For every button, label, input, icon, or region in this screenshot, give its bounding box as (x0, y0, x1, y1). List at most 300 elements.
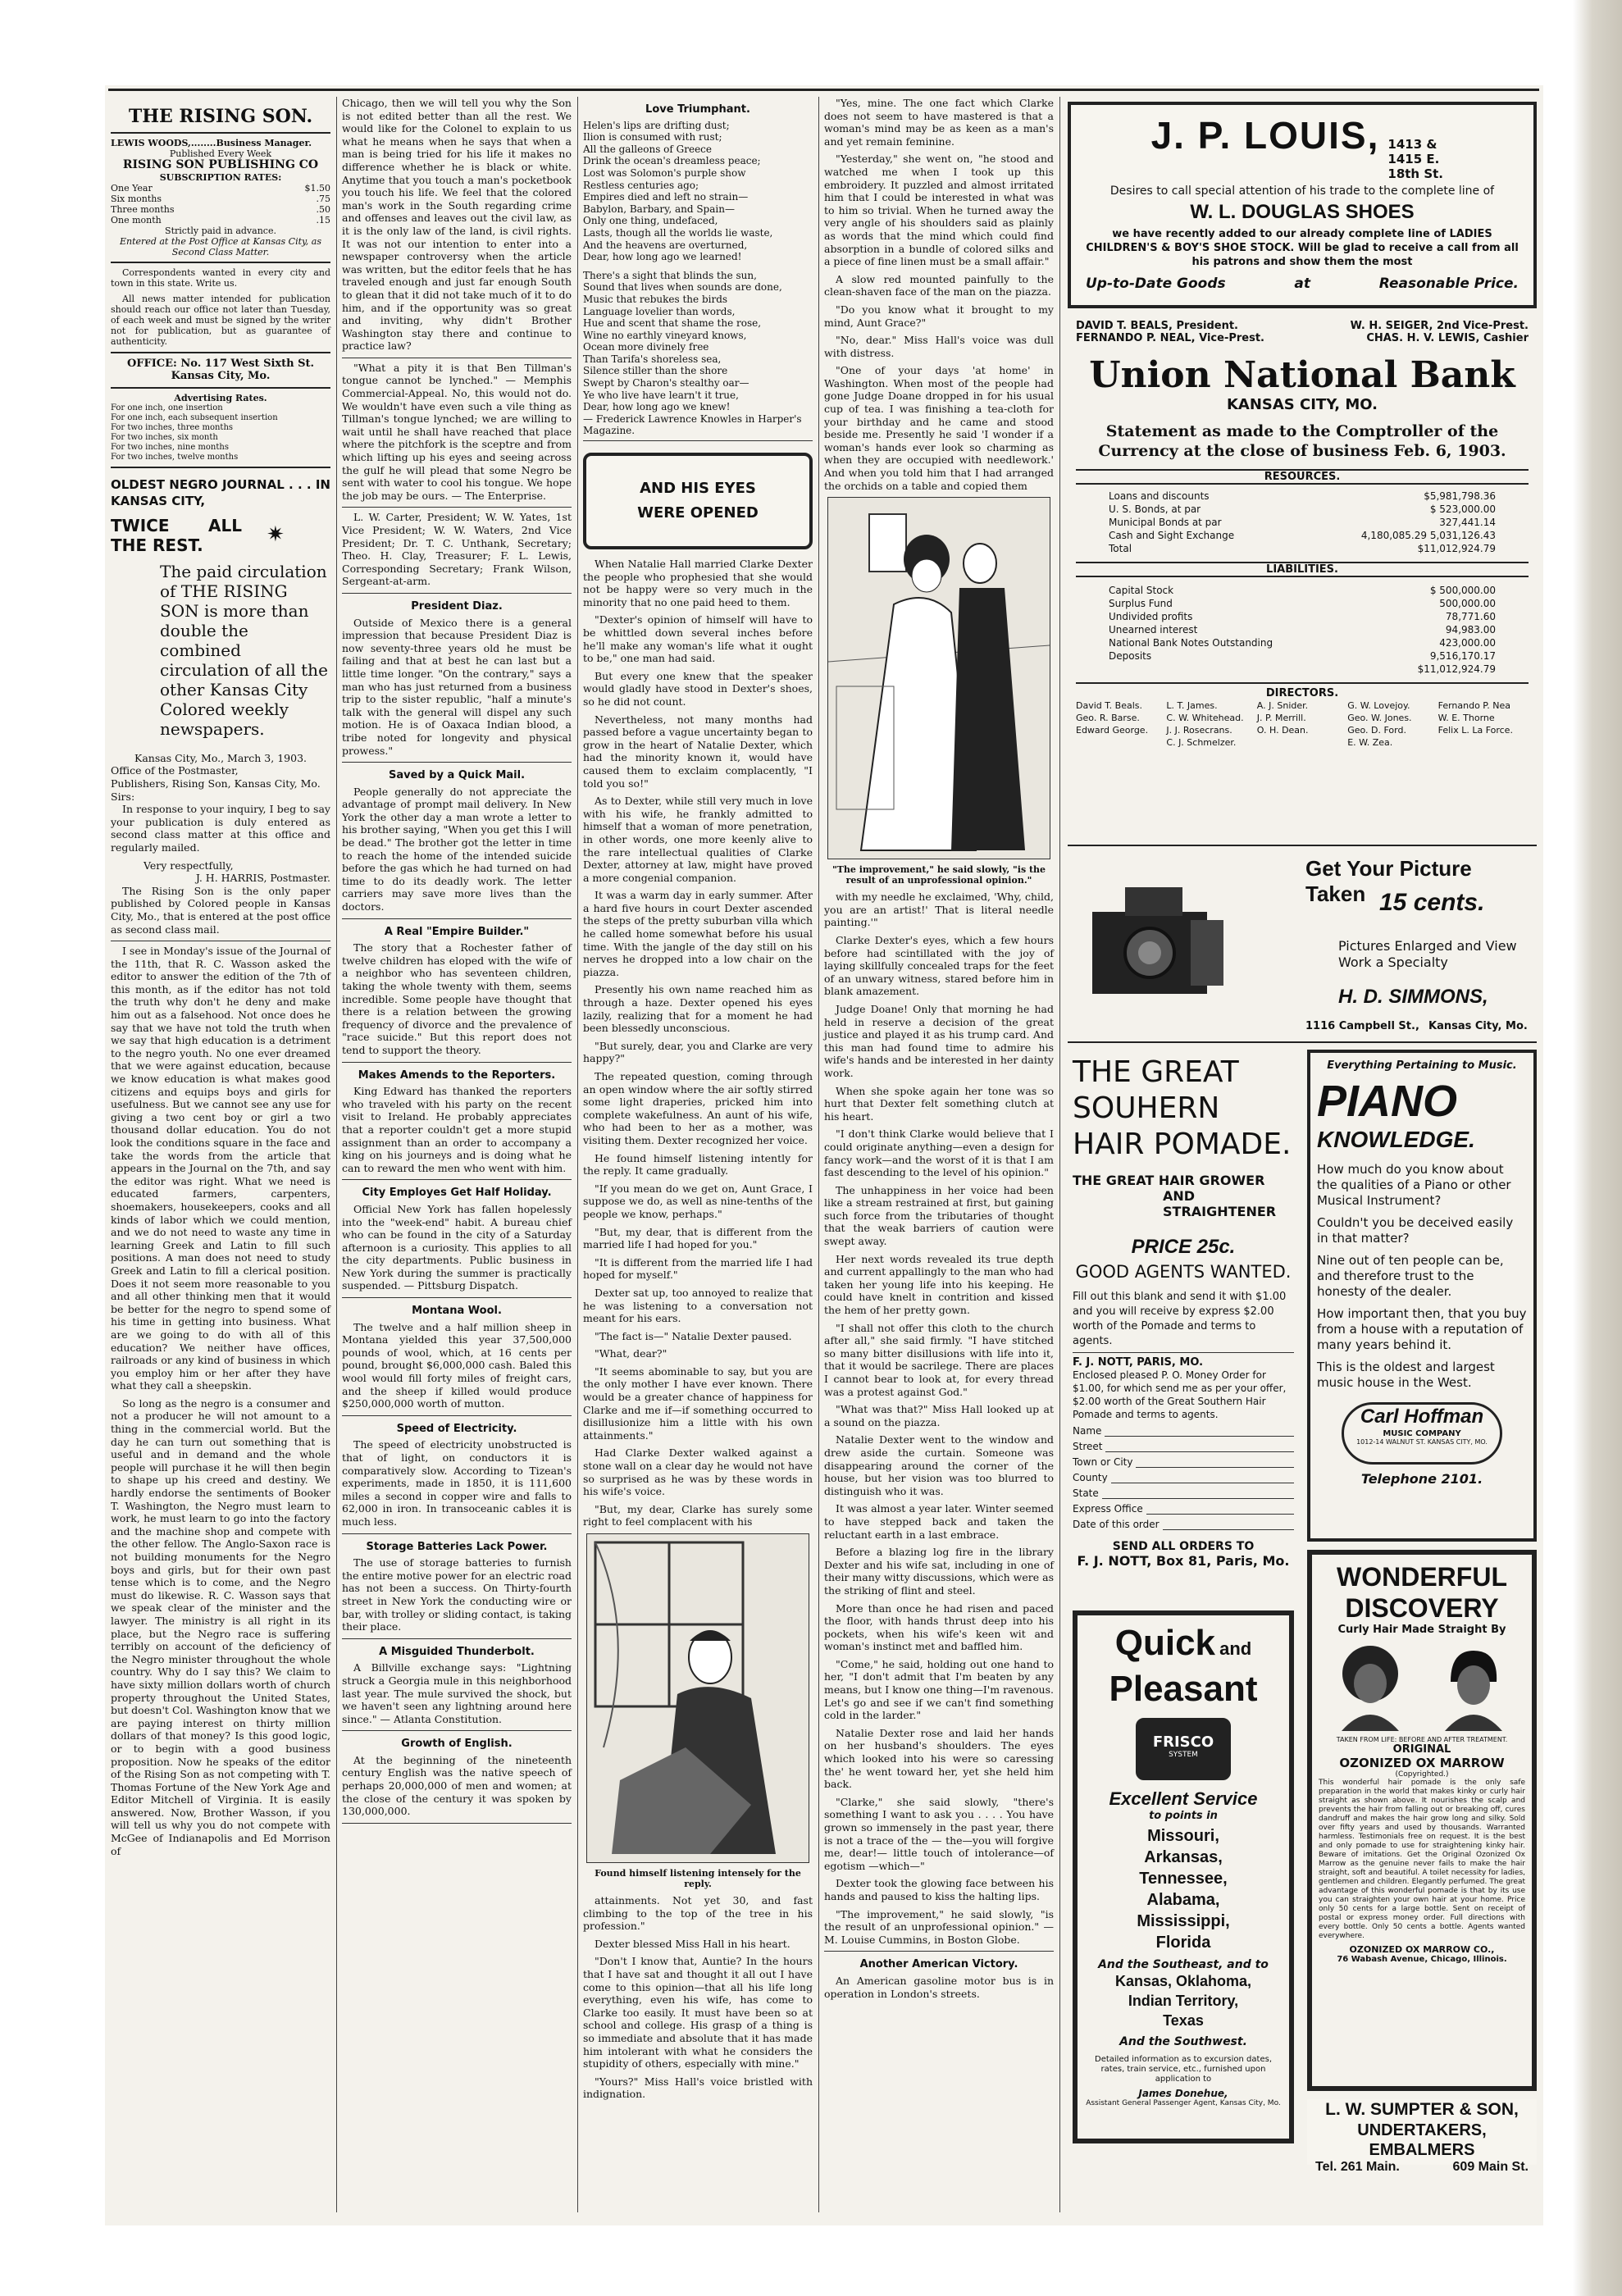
photo-address: 1116 Campbell St., (1305, 1020, 1419, 1032)
frisco-to-points: to points in (1149, 1810, 1218, 1822)
liabilities-label: National Bank Notes Outstanding (1109, 637, 1273, 649)
liabilities-label: Surplus Fund (1109, 598, 1173, 609)
piano-q2: Couldn't you be deceived easily in that matter? (1317, 1215, 1514, 1246)
frisco-and: and (1219, 1638, 1252, 1659)
bank-vice-president: FERNANDO P. NEAL, Vice-Prest. (1076, 332, 1264, 344)
resources-amount: $5,981,798.36 (1424, 490, 1496, 502)
director-name: C. W. Whitehead. (1166, 713, 1244, 723)
order-form-row (1073, 1425, 1294, 1437)
story-paragraph: "What, dear?" (595, 1347, 667, 1360)
poem-line: Restless centuries ago; (583, 179, 699, 191)
story-part-3 (824, 97, 1054, 492)
wonder-caption: TAKEN FROM LIFE: BEFORE AND AFTER TREATMENT. (1336, 1736, 1508, 1743)
order-field-label: County (1073, 1472, 1108, 1483)
story-paragraph: He found himself listening intently for the reply. It came gradually. (583, 1151, 813, 1178)
divider (342, 1730, 572, 1731)
frisco-state: Texas (1163, 2012, 1204, 2029)
story-part-1 (583, 558, 813, 1528)
director-name: L. T. James. (1166, 700, 1218, 711)
pomade-grower: THE GREAT HAIR GROWER (1073, 1173, 1265, 1188)
wonder-sub: Curly Hair Made Straight By (1337, 1624, 1506, 1636)
order-field-blank[interactable] (1136, 1456, 1294, 1468)
resources-label: U. S. Bonds, at par (1109, 503, 1201, 515)
liabilities-amount: $11,012,924.79 (1417, 663, 1496, 675)
story-paragraph: "What was that?" Miss Hall looked up at a sound on the piazza. (824, 1403, 1054, 1428)
frisco-info: Detailed information as to excursion dates, rates, train service, etc., furnished upon application to (1095, 2055, 1272, 2084)
wonder-discovery: DISCOVERY (1345, 1593, 1499, 1623)
story-paragraph: Her next words revealed its true depth and current appallingly to the man who had taken her young life into his keeping. He could have knelt in contrition and kissed the hem of her pretty gown. (824, 1252, 1054, 1317)
directors-row (1076, 699, 1529, 712)
poem-line: Lost was Solomon's purple show (583, 166, 746, 179)
resources-amount: 327,441.14 (1439, 517, 1496, 528)
column-1 (111, 97, 330, 2221)
story-paragraph: "It seems abominable to say, but you are the only mother I have ever known. There would be a greater chance of happiness for Clarke and me if—if something occurred to disillusionize him a little with his own attainments." (583, 1364, 813, 1442)
ad-southern-hair-pomade (1068, 1046, 1299, 1588)
resources-row (1109, 503, 1496, 516)
story-paragraph: But every one knew that the speaker would gladly have stood in Dexter's shoes, so he did not count. (583, 669, 813, 708)
story-paragraph: "Yours?" Miss Hall's voice bristled with indignation. (583, 2075, 813, 2101)
story-paragraph: "But, my dear, that is different from the married life I had hoped for you." (583, 1225, 813, 1251)
divider (342, 1179, 572, 1180)
news-item-heading: City Employes Get Half Holiday. (362, 1187, 552, 1200)
divider (111, 352, 330, 353)
resources-amount: $ 523,000.00 (1429, 503, 1496, 515)
story-paragraph: "No, dear." Miss Hall's voice was dull with distress. (824, 334, 1054, 359)
louis-line2: we have recently added to our already complete line of LADIES CHILDREN'S & BOY'S SHOE STOCK. Will be glad to receive a call from all his patrons and show them the most (1086, 228, 1519, 268)
order-field-blank[interactable] (1105, 1425, 1294, 1437)
louis-at: at (1294, 276, 1310, 292)
rate-row (111, 183, 330, 194)
pomade-enclosed: Enclosed pleased P. O. Money Order for $1.00, for which send me as per your offer, $2.00 worth of the Great Southern Hair Pomade and terms to agents. (1073, 1369, 1287, 1420)
column-rule (336, 97, 337, 2212)
order-field-blank[interactable] (1105, 1441, 1294, 1452)
tillman-quote: "What a pity it is that Ben Tillman's tongue cannot be lynched." — Memphis Commercial-Appeal. No, this would not do. We wouldn't have even such a vile thing as Tillman's tongue lynched; we are willing to wait until he shall have reached that place where the pitchfork is the sceptre and from which lifting up his eyes and seeing across the gulf he will plead that some Negro be sent with water to cool his tongue. We hope the job may be ours. — The Enterprise. (342, 361, 572, 502)
resources-row (1109, 542, 1496, 555)
ad-union-national-bank (1068, 317, 1537, 841)
order-form-row (1073, 1519, 1294, 1530)
column-2 (342, 97, 572, 2221)
frisco-states (1086, 1825, 1281, 1953)
order-field-blank[interactable] (1102, 1487, 1294, 1499)
column-4 (824, 97, 1054, 2221)
before-after-portraits (1319, 1641, 1525, 1731)
ad-jp-louis (1068, 102, 1537, 308)
story-paragraph: attainments. Not yet 30, and fast climbing to the top of the tree in his profession." (583, 1894, 813, 1933)
divider (342, 507, 572, 508)
poem-line: Hue and scent that shame the rose, (583, 317, 762, 330)
directors-row (1076, 712, 1529, 724)
liabilities-label: Deposits (1109, 650, 1152, 662)
divider (111, 467, 330, 468)
poem-line: Wine no earthly vineyard knows, (583, 329, 747, 341)
story-paragraph: "The fact is—" Natalie Dexter paused. (595, 1329, 792, 1342)
editorial-continued: Chicago, then we will tell you why the Son is not edited better than all the rest. We would like for the Colonel to explain to us what he means when he says that when a man is being tried for his life it makes no difference whether he is black or white. Anytime that you touch a man's pocketbook you touch his life. We feel that the colored man's work in the South regarding crime and offenses and leaves out the civil law, as it is the only law of the land, is civil rights. It was not our intention to enter into a newspaper controversy when the article was written, but the editor feels that he has traveled enough and just far enough South to glean that it did not take much of it to do him, and if the opportunity was so great and inviting, why didn't Brother Washington stay there and continue to practice law? (342, 97, 572, 353)
director-name: E. W. Zea. (1347, 737, 1393, 748)
rate-price: .15 (316, 214, 330, 226)
poem-line: Dear, how long ago we knew! (583, 401, 731, 413)
frisco-pleasant: Pleasant (1109, 1669, 1258, 1709)
liabilities-row (1109, 636, 1496, 649)
poem-line: Drink the ocean's dreamless peace; (583, 155, 761, 167)
camera-icon (1076, 871, 1240, 1010)
logo-company: MUSIC COMPANY (1383, 1429, 1461, 1438)
order-form (1073, 1425, 1294, 1530)
story-paragraph: "Yes, mine. The one fact which Clarke does not seem to have mastered is that a woman's mind may be as keen as a man's and yet remain feminine. (824, 97, 1054, 148)
story-paragraph: Dexter sat up, too annoyed to realize that he was listening to a conversation not meant for his ears. (583, 1286, 813, 1325)
editorial-paragraph: So long as the negro is a consumer and not a producer he will not amount to a thing in the commercial world. But the day he can turn out something that is useful and in demand and the whole people will purchase it he will then begin to shape up his creed and destiny. We hardly endorse the sentiments of Booker T. Washington, the Negro must learn to work, he must learn to go into the factory and the machine shop and compete with the other fellow. The Anglo-Saxon race is not building monuments for the Negro boys and girls, but for their own past tense which is to come, and the Negro must do likewise. R. C. Wasson says that we speak clear of the minister and the lawyer. The ministry is all right in its place, but the Negro race is suffering terribly on account of the deficiency of the Negro minister throughout the whole country. Why do I say this? We claim to have sixty million dollars worth of church property throughout the United States, but doesn't Col. Washington know that we are paying interest on thirty million dollars of that money? Is this good logic, or to begin with a good business proposition. Now he speaks of the editor of the Rising Son as not competing with T. Thomas Fortune of the New York Age and Editor Mitchell of Virginia. It is easily answered. Now, Brother Wasson, if you will tell us why you do not compete with McGee of Indianapolis and Ed Morrison of (111, 1396, 330, 1857)
news-item-text: Official New York has fallen hopelessly into the "week-end" habit. A bureau chief who can be found in the city of a Saturday afternoon is a curiosity. This applies to all the city departments. Public business in New York during the summer is practically suspended. — Pittsburg Dispatch. (342, 1202, 572, 1292)
resources-amount: $11,012,924.79 (1417, 543, 1496, 554)
directors-header: DIRECTORS. (1076, 682, 1529, 699)
frisco-state: Kansas, Oklahoma, (1114, 1973, 1252, 1989)
news-item-heading: Storage Batteries Lack Power. (366, 1540, 548, 1553)
frisco-state: Indian Territory, (1128, 1993, 1239, 2009)
illustration-caption: Found himself listening intensely for the reply. (595, 1868, 801, 1889)
story-paragraph: "I don't think Clarke would believe that I could originate anything—even a design for fancy work—and the worst of it is that I am fast descending to the level of his opinion." (824, 1128, 1054, 1179)
advertising-rates (111, 403, 330, 462)
director-name: C. J. Schmelzer. (1166, 737, 1237, 748)
photo-city: Kansas City, Mo. (1428, 1020, 1528, 1032)
news-matter-note: All news matter intended for publication should reach our office not later than Tuesday, of each week and must be signed by the writer not for publication, but as guarantee of authenticity. (111, 293, 330, 347)
illustration-drawing (828, 498, 1050, 859)
liabilities-row (1109, 623, 1496, 636)
liabilities-amount: $ 500,000.00 (1429, 585, 1496, 596)
illustration-drawing (587, 1534, 809, 1862)
news-item-text: A Billville exchange says: "Lightning struck a Georgia mule in this neighborhood last year. The mule survived the shock, but we haven't seen any lightning around here since." — Atlanta Constitution. (342, 1661, 572, 1725)
pomade-agents: GOOD AGENTS WANTED. (1075, 1262, 1292, 1282)
director-name: Geo. R. Barse. (1076, 713, 1140, 723)
entered-note: Entered at the Post Office at Kansas City, as Second Class Matter. (120, 235, 321, 257)
director-name: Fernando P. Nea (1437, 700, 1510, 711)
correspondents-note: Correspondents wanted in every city and town in this state. Write us. (111, 266, 330, 289)
piano-q3: Nine out of ten people can be, and therefore trust to the honesty of the dealer. (1317, 1253, 1504, 1299)
piano-q5: This is the oldest and largest music house in the West. (1317, 1360, 1495, 1390)
divider (342, 1638, 572, 1639)
frisco-southwest: And the Southwest. (1119, 2035, 1247, 2048)
photo-sub: Pictures Enlarged and View Work a Specialty (1338, 938, 1517, 970)
poem-line: Ilion is consumed with rust; (583, 131, 722, 144)
rate-row (111, 204, 330, 215)
liabilities-amount: 423,000.00 (1439, 637, 1496, 649)
editorial-reply (111, 945, 330, 1857)
director-name: Edward George. (1076, 725, 1149, 736)
resources-table (1109, 490, 1496, 555)
director-name: G. W. Lovejoy. (1347, 700, 1410, 711)
resources-amount: 4,180,085.29 5,031,126.43 (1360, 530, 1496, 541)
divider (342, 1297, 572, 1298)
postmaster-letter (111, 752, 330, 941)
poem-line: Swept by Charon's stealthy oar— (583, 377, 749, 390)
frisco-southeast: And the Southeast, and to (1098, 1958, 1269, 1971)
divider (824, 1951, 1054, 1952)
sumpter-address: 609 Main St. (1452, 2160, 1529, 2174)
poem-line: Helen's lips are drifting dust; (583, 119, 730, 131)
story-paragraph: As to Dexter, while still very much in love with his wife, he frankly admitted to himself that a woman of more penetration, in other words, one more keenly alive to the rare intellectual qualities of Clarke Dexter, attorney at law, might have proved a more congenial companion. (583, 795, 813, 884)
liabilities-amount: 78,771.60 (1445, 611, 1496, 622)
poem-line: Language lovelier than words, (583, 305, 736, 317)
illustration-caption: "The improvement," he said slowly, "is the result of an unprofessional opinion." (832, 864, 1046, 886)
story-paragraph: "Come," he said, holding out one hand to her, "I don't admit that I'm beaten by any means, but I know one thing—I'm ravenous. Let's go and see if we can't find something cold in the larder." (824, 1657, 1054, 1722)
pomade-line1: THE GREAT (1073, 1055, 1239, 1089)
directors-row (1076, 724, 1529, 736)
order-field-label: Express Office (1073, 1503, 1143, 1515)
order-field-blank[interactable] (1163, 1519, 1294, 1530)
letter-body: In response to your inquiry, I beg to say your publication is duly entered as second class matter at this office and regularly mailed. (111, 803, 330, 854)
liabilities-row (1109, 649, 1496, 663)
ad-sumpter-undertakers (1307, 2099, 1537, 2174)
poem-line: And the heavens are overturned, (583, 239, 748, 251)
ad-ozonized-ox-marrow (1307, 1550, 1537, 2091)
adv-rate-row: For one inch, one insertion (111, 403, 223, 412)
bank-2nd-vp: W. H. SEIGER, 2nd Vice-Prest. (1350, 320, 1529, 332)
piano-top: Everything Pertaining to Music. (1327, 1059, 1517, 1072)
bank-cashier: CHAS. H. V. LEWIS, Cashier (1366, 332, 1529, 344)
adv-rate-row: For two inches, six month (111, 432, 218, 442)
directors-list (1076, 699, 1529, 749)
pomade-send: SEND ALL ORDERS TO (1112, 1540, 1255, 1553)
frisco-quick: Quick (1114, 1623, 1216, 1663)
story-paragraph: Nevertheless, not many months had passed before a vague uncertainty began to grow in the heart of Natalie Dexter, which had the minority known it, would have caused them to exclaim complacently, "I told you so!" (583, 713, 813, 790)
club-officers: L. W. Carter, President; W. W. Yates, 1st Vice President; W. W. Waters, 2nd Vice President; Dr. T. C. Unthank, Secretary; Theo. H. Clay, Treasurer; F. L. Lewis, Corresponding Secretary; Frank Wilson, Sergeant-at-arm. (342, 511, 572, 588)
wonder-address: 76 Wabash Avenue, Chicago, Illinois. (1337, 1955, 1507, 1964)
frisco-service: Excellent Service (1109, 1788, 1258, 1809)
news-item-text: Outside of Mexico there is a general impression that because President Diaz is now seventy-three years old he must be failing and that at best he can last but a little time longer. "On the contrary," says a man who has just returned from a business trip to the sister republic, "half a minute's talk with the general will dispel any such motion. He is of Oaxaca Indian blood, a tribe noted for longevity and physical prowess." (342, 616, 572, 757)
poem-line: Empires died and left no strain— (583, 191, 749, 203)
resources-label: Total (1109, 543, 1132, 554)
divider (111, 132, 330, 134)
pomade-address: F. J. NOTT, Box 81, Paris, Mo. (1077, 1553, 1290, 1569)
adv-rate-row: For two inches, three months (111, 422, 234, 432)
before-portrait (1329, 1641, 1411, 1731)
piano-q4: How important then, that you buy from a house with a reputation of many years behind it. (1317, 1306, 1527, 1352)
divider (1073, 1352, 1294, 1353)
letter-close: Very respectfully, (144, 859, 234, 872)
story-paragraph: "One of your days 'at home' in Washington. When most of the people had gone Judge Doane dropped in for his usual cup of tea. I was finishing a tea-cloth for your birthday and he came and stood beside me. Presently he said 'I wonder if a woman's hands ever look so charming as when they are occupied with needlework.' And when you told him that I had arranged the orchids on a table and copied them (824, 364, 1054, 492)
story-paragraph: The repeated question, coming through an open window where the air softly stirred some light draperies, pricked him into complete wakefulness. An aunt of his wife, who had been to her as a mother, was visiting them. Dexter recognized her voice. (583, 1070, 813, 1146)
bank-statement: Statement as made to the Comptroller of the Currency at the close of business Feb. 6, 1903. (1098, 422, 1506, 460)
poem-line: Only one thing, undefaced, (583, 215, 718, 227)
masthead (111, 105, 330, 739)
louis-address: 1413 & 1415 E. 18th St. (1387, 137, 1444, 181)
story-paragraph: "The improvement," he said slowly, "is the result of an unprofessional opinion." — M. Louise Cummins, in Boston Globe. (824, 1907, 1054, 1946)
column-rule (1059, 97, 1060, 2212)
story-paragraph: Natalie Dexter rose and laid her hands on her husband's shoulders. The eyes which looked into his were so caressing the' he went toward her, yet she held him back. (824, 1726, 1054, 1791)
story-paragraph: Presently his own name reached him as through a haze. Dexter opened his eyes lazily, realizing that for a moment he had been blessedly unconscious. (583, 983, 813, 1035)
story-paragraph: Judge Doane! Only that morning he had held in reserve a decision of the great justice and played it as his trump card. And this man had found time to admire his wife's hands and be interested in her dainty work. (824, 1002, 1054, 1079)
story-paragraph: Natalie Dexter went to the window and drew aside the curtain. Someone was disappearing around the corner of the house, but her vision was too blurred to distinguish who it was. (824, 1433, 1054, 1497)
illustration-man-at-window (586, 1533, 809, 1863)
divider (342, 762, 572, 763)
frisco-state: Tennessee, (1139, 1870, 1228, 1888)
top-rule (108, 89, 1539, 91)
photo-price: 15 cents. (1379, 889, 1485, 916)
news-item-text: People generally do not appreciate the advantage of prompt mail delivery. In New York the other day a man wrote a letter to his brother saying, "When you get this I will be dead." The brother got the letter in time to reach the home of the intended suicide before the gas which he had turned on had time to do its deadly work. The letter carriers may save more lives than the doctors. (342, 785, 572, 913)
louis-line1: Desires to call special attention of his trade to the complete line of (1109, 184, 1495, 198)
twice-all-the-rest: TWICE ALL THE REST. (111, 515, 242, 555)
bank-name: Union National Bank (1089, 354, 1515, 396)
pomade-straightener: AND STRAIGHTENER (1163, 1188, 1277, 1219)
louis-uptodate: Up-to-Date Goods (1086, 276, 1226, 292)
divider (342, 1533, 572, 1534)
news-item-heading: Saved by a Quick Mail. (388, 769, 526, 782)
news-item-text: King Edward has thanked the reporters who traveled with his party on the recent visit to Ireland. He probably appreciates that a reporter couldn't get a more stupid assignment than an order to accompany a king on his journeys and is doing what he can to reward the men who went with him. (342, 1085, 572, 1174)
liabilities-row (1109, 584, 1496, 597)
office-address: OFFICE: No. 117 West Sixth St. Kansas City, Mo. (126, 357, 315, 383)
story-paragraph: Dexter took the glowing face between his hands and paused to kiss the halting lips. (824, 1877, 1054, 1902)
liabilities-table (1109, 584, 1496, 676)
director-name: A. J. Snider. (1256, 700, 1309, 711)
sumpter-business: UNDERTAKERS, EMBALMERS (1357, 2121, 1487, 2159)
liabilities-amount: 9,516,170.17 (1429, 650, 1496, 662)
pomade-firm: F. J. NOTT, PARIS, MO. (1073, 1356, 1204, 1369)
paper-title: THE RISING SON. (128, 106, 313, 127)
director-name (1257, 736, 1347, 749)
director-name (1438, 736, 1529, 749)
news-items (342, 600, 572, 1824)
story-paragraph: with my needle he exclaimed, 'Why, child, you are an artist!' That is literal needle painting.'" (824, 891, 1054, 929)
news-item-text: The use of storage batteries to furnish the entire motive power for an electric road has not been a success. On Thirty-fourth street in New York the conducting wire or bar, with trolley or sliding contact, is taking their place. (342, 1556, 572, 1633)
story-paragraph: It was a warm day in early summer. After a hard five hours in court Dexter ascended the steps of the pretty suburban villa which he called home somewhat before his usual time. With the jangle of the day still on his nerves he dropped into a low chair on the piazza. (583, 889, 813, 978)
story-paragraph: Dexter blessed Miss Hall in his heart. (595, 1937, 790, 1950)
poem-title: Love Triumphant. (645, 103, 750, 116)
order-form-row (1073, 1456, 1294, 1468)
order-field-label: Date of this order (1073, 1519, 1160, 1530)
director-name: J. P. Merrill. (1256, 713, 1306, 723)
order-field-blank[interactable] (1146, 1503, 1294, 1515)
star-icon: ✷ (267, 522, 285, 547)
news-item-text: The speed of electricity unobstructed is that of light, on conductors it is comparatively slow. According to Tizean's experiments, made in 1850, it is 111,600 miles a second in copper wire and falls to 62,000 in iron. In transoceanic cables it is much less. (342, 1438, 572, 1528)
divider (342, 1415, 572, 1416)
order-form-row (1073, 1503, 1294, 1515)
frisco-agent: James Donehue, (1138, 2088, 1228, 2099)
piano-knowledge: KNOWLEDGE. (1317, 1127, 1475, 1152)
rate-row (111, 194, 330, 204)
poem-line: There's a sight that blinds the sun, (583, 269, 757, 281)
column-rule (577, 97, 578, 2212)
story-paragraph: A slow red mounted painfully to the clean-shaven face of the man on the piazza. (824, 272, 1054, 298)
liabilities-row (1109, 663, 1496, 676)
photo-headline: Get Your Picture Taken (1305, 856, 1472, 906)
rate-term: One Year (111, 182, 153, 194)
photo-name: H. D. SIMMONS, (1338, 986, 1488, 1008)
story-paragraph: When she spoke again her tone was so hurt that Dexter felt something clutch at his heart. (824, 1084, 1054, 1123)
story-paragraph: "But, my dear, Clarke has surely some right to feel complacent with his (583, 1502, 813, 1528)
liabilities-label: Undivided profits (1109, 611, 1193, 622)
director-name: Felix L. La Force. (1437, 725, 1513, 736)
divider (342, 918, 572, 919)
story-part-4 (824, 891, 1054, 1946)
sumpter-name: L. W. SUMPTER & SON, (1325, 2100, 1519, 2119)
poem-stanza-break (583, 263, 813, 270)
news-item-heading: Montana Wool. (412, 1305, 502, 1318)
louis-name: J. P. LOUIS, (1150, 114, 1380, 157)
logo-name: Carl Hoffman (1360, 1405, 1484, 1428)
rate-price: .50 (316, 203, 330, 215)
oldest-journal: OLDEST NEGRO JOURNAL . . . IN KANSAS CITY, (111, 476, 330, 508)
published-line: Published Every Week (169, 148, 272, 159)
news-item-text: The twelve and a half million sheep in Montana yielded this year 37,500,000 pounds of wool, which, at 16 cents per pound, brought $6,000,000 cash. Baled this wool would fill forty miles of freight cars, and the sheep if killed would produce $250,000,000 worth of mutton. (342, 1320, 572, 1410)
liabilities-row (1109, 610, 1496, 623)
news-item-heading: Makes Amends to the Reporters. (358, 1068, 556, 1082)
frisco-states-2 (1086, 1971, 1281, 2030)
second-class-note: The Rising Son is the only paper published by Colored people in Kansas City, Mo., that is entered at the post office as second class mail. (111, 884, 330, 936)
frisco-logo-name: FRISCO (1152, 1733, 1214, 1751)
frisco-state: Mississippi, (1137, 1912, 1230, 1930)
adv-rate-row: For one inch, each subsequent insertion (111, 412, 278, 422)
news-item-heading: President Diaz. (411, 599, 503, 613)
poem-line: Lasts, though all the worlds lie waste, (583, 226, 773, 239)
director-name: W. E. Thorne (1437, 713, 1495, 723)
louis-brand: W. L. DOUGLAS SHOES (1190, 201, 1415, 223)
poem-body (583, 120, 813, 437)
story-part-2 (583, 1894, 813, 2101)
resources-row (1109, 516, 1496, 529)
poem-line: Ye who live have learn't it true, (583, 389, 739, 401)
victory-text: An American gasoline motor bus is in operation in London's streets. (824, 1974, 1054, 2000)
subscription-header: SUBSCRIPTION RATES: (159, 171, 282, 183)
illustration-couple (827, 497, 1050, 859)
order-form-row (1073, 1487, 1294, 1499)
rate-term: One month (111, 214, 162, 226)
liabilities-row (1109, 597, 1496, 610)
column-rule (818, 97, 819, 2212)
rate-price: $1.50 (304, 182, 330, 194)
rate-term: Three months (111, 203, 175, 215)
wonder-original: ORIGINAL (1392, 1743, 1451, 1756)
pomade-line3: HAIR POMADE. (1073, 1128, 1292, 1161)
order-form-row (1073, 1472, 1294, 1483)
company-name: RISING SON PUBLISHING CO (122, 158, 319, 171)
letter-signature: J. H. HARRIS, Postmaster. (195, 872, 330, 885)
director-name: O. H. Dean. (1256, 725, 1309, 736)
poem-line: Ocean more divinely free (583, 341, 709, 353)
divider (342, 593, 572, 594)
order-field-label: Name (1073, 1425, 1102, 1437)
directors-row (1076, 736, 1529, 749)
manager-line: LEWIS WOODS,........Business Manager. (111, 138, 312, 148)
order-field-label: State (1073, 1487, 1099, 1499)
frisco-state: Florida (1155, 1934, 1211, 1952)
news-item-heading: Speed of Electricity. (396, 1422, 517, 1435)
story-paragraph: Had Clarke Dexter walked against a stone wall on a clear day he would not have so surprised as he was by these words in his wife's voice. (583, 1446, 813, 1498)
bank-president: DAVID T. BEALS, President. (1076, 320, 1238, 332)
order-field-label: Street (1073, 1441, 1103, 1452)
story-paragraph: "Yesterday," she went on, "he stood and watched me when I took up this embroidery. It puzzled and almost irritated him that I could be interested in what was to him so trivial. When he turned away the very angle of his shoulders said as plainly as words that the mind which could find absorption in a bundle of colored silks and a piece of fine linen must be a small affair." (824, 153, 1054, 268)
news-item-text: At the beginning of the nineteenth century English was the native speech of perhaps 20,000,000 of men and women; at the close of the century it was spoken by 130,000,000. (342, 1753, 572, 1818)
hoffman-logo (1342, 1402, 1502, 1465)
advertising-header: Advertising Rates. (174, 392, 267, 403)
advance-note: Strictly paid in advance. (165, 225, 276, 236)
liabilities-header: LIABILITIES. (1076, 562, 1529, 577)
story-paragraph: The unhappiness in her voice had been like a stream restrained at first, but gaining such force from the tributaries of thought that the weak barriers of caution were swept away. (824, 1183, 1054, 1248)
director-name: J. J. Rosecrans. (1166, 725, 1232, 736)
page-spine-shadow (1573, 0, 1622, 2296)
poem-line: All the galleons of Greece (583, 143, 712, 155)
letter-from: Office of the Postmaster, (111, 764, 239, 777)
director-name: Geo. W. Jones. (1347, 713, 1412, 723)
column-3 (583, 97, 813, 2221)
poem-line: — Frederick Lawrence Knowles in Harper's Magazine. (583, 412, 802, 437)
poem-line: Babylon, Barbary, and Spain— (583, 203, 735, 215)
order-field-blank[interactable] (1111, 1472, 1294, 1483)
frisco-agent-title: Assistant General Passenger Agent, Kansas City, Mo. (1086, 2099, 1281, 2107)
letter-salutation: Sirs: (111, 790, 135, 803)
ad-simmons-photo (1068, 845, 1537, 1043)
adv-rate-row: For two inches, twelve months (111, 452, 239, 462)
director-name: David T. Beals. (1076, 700, 1143, 711)
director-name (1076, 736, 1166, 749)
story-paragraph: More than once he had risen and paced the floor, with hands thrust deep into his pockets, when his wife's keen wit and woman's instinct met and baffled him. (824, 1601, 1054, 1653)
